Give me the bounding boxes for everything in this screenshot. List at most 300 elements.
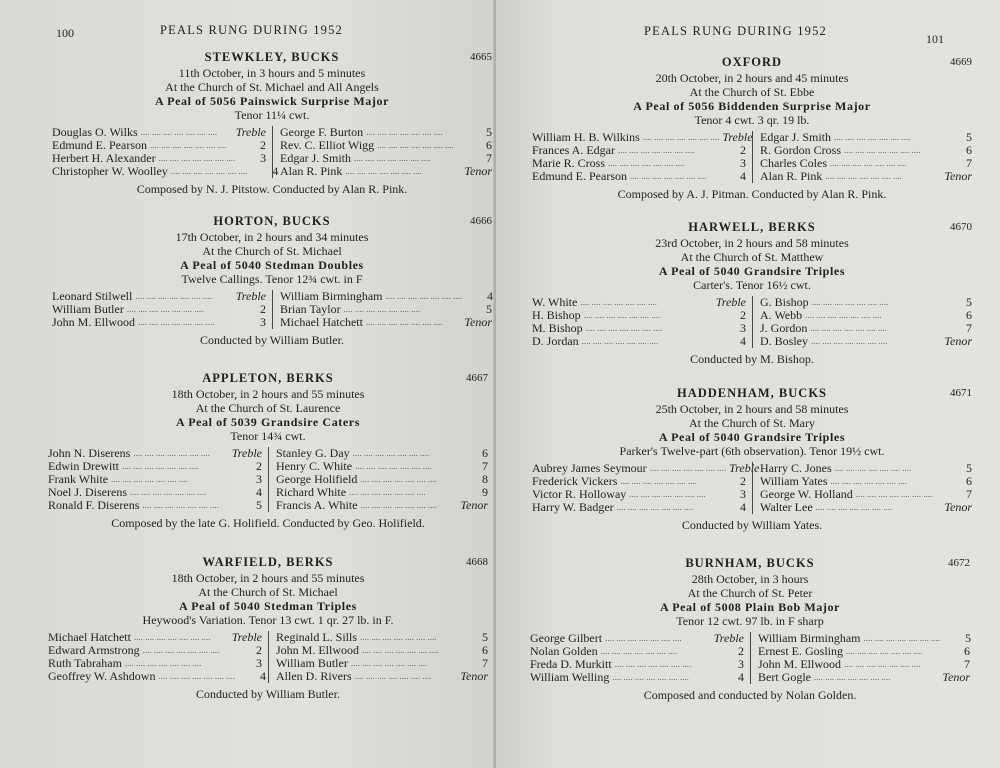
ringer-name: Frank White: [48, 472, 109, 486]
peal-header: [532, 386, 972, 402]
bell-number: 7: [966, 487, 972, 501]
ringers-column-left: [532, 131, 752, 183]
ringer-name: John M. Ellwood: [758, 657, 842, 671]
peal-tenor: Tenor 4 cwt. 3 qr. 19 lb.: [694, 113, 810, 127]
peal-footer: Conducted by William Butler.: [200, 333, 344, 347]
dot-leader: .... .... .... .... .... .... ....: [135, 291, 212, 301]
peal-entry: [532, 220, 972, 366]
bell-number: 5: [486, 125, 492, 139]
dot-leader: .... .... .... .... .... .... ....: [608, 158, 685, 168]
ringer-row: [280, 316, 492, 329]
page-number: 100: [56, 26, 74, 40]
dot-leader: .... .... .... .... .... .... ....: [360, 500, 437, 510]
ringer-row: [48, 499, 262, 512]
dot-leader: .... .... .... .... .... .... ....: [350, 658, 428, 668]
dot-leader: .... .... .... .... .... .... ....: [142, 500, 219, 510]
bell-number: 2: [256, 459, 262, 473]
dot-leader: .... .... .... .... .... .... ....: [111, 474, 188, 484]
bell-number: Treble: [231, 446, 262, 460]
right-page: [496, 0, 1000, 768]
peal-method: A Peal of 5040 Grandsire Triples: [658, 264, 846, 278]
peal-header: [532, 220, 972, 236]
left-page: [0, 0, 496, 768]
peal-church: At the Church of St. Peter: [687, 586, 813, 600]
ringer-name: Francis A. White: [276, 498, 358, 512]
bell-number: 3: [256, 472, 262, 486]
dot-leader: .... .... .... .... .... .... ....: [349, 487, 426, 497]
bell-number: Tenor: [460, 669, 488, 683]
ringer-row: [276, 670, 488, 683]
dot-leader: .... .... .... .... .... .... ....: [811, 297, 889, 307]
ringer-name: Leonard Stilwell: [52, 289, 133, 303]
ringers-table: [48, 631, 488, 683]
peal-number: 4665: [470, 51, 492, 63]
bell-number: Treble: [235, 289, 266, 303]
peal-footer: Conducted by M. Bishop.: [690, 352, 814, 366]
peal-place: HARWELL, BERKS: [688, 220, 816, 234]
dot-leader: .... .... .... .... .... .... ....: [140, 127, 218, 137]
dot-leader: .... .... .... .... .... .... ....: [620, 476, 697, 486]
dot-leader: .... .... .... .... .... .... ....: [834, 463, 912, 473]
peal-tenor: Carter's. Tenor 16½ cwt.: [693, 278, 811, 292]
ringers-column-left: [52, 290, 272, 329]
ringer-name: John N. Diserens: [48, 446, 131, 460]
bell-number: Tenor: [464, 164, 492, 178]
ringers-table: [52, 290, 492, 329]
ringer-name: George F. Burton: [280, 125, 364, 139]
peal-place: STEWKLEY, BUCKS: [204, 50, 340, 64]
dot-leader: .... .... .... .... .... .... ....: [150, 140, 227, 150]
dot-leader: .... .... .... .... .... .... ....: [844, 659, 921, 669]
peal-date: 11th October, in 3 hours and 5 minutes: [178, 66, 366, 80]
peal-tenor: Heywood's Variation. Tenor 13 cwt. 1 qr. 27 lb. in F.: [142, 613, 394, 627]
ringer-name: G. Bishop: [760, 295, 809, 309]
dot-leader: .... .... .... .... .... .... ....: [863, 633, 941, 643]
bell-number: 2: [260, 138, 266, 152]
dot-leader: .... .... .... .... .... .... ....: [825, 171, 902, 181]
ringer-name: Walter Lee: [760, 500, 813, 514]
page-number: 101: [926, 32, 944, 46]
ringer-name: George W. Holland: [760, 487, 853, 501]
bell-number: 4: [487, 289, 494, 303]
peal-header: [532, 55, 972, 71]
peal-church: At the Church of St. Laurence: [195, 401, 341, 415]
ringer-name: Brian Taylor: [280, 302, 341, 316]
ringers-table: [52, 126, 492, 178]
bell-number: 6: [486, 138, 492, 152]
peal-church: At the Church of St. Michael and All Angels: [165, 80, 379, 94]
dot-leader: .... .... .... .... .... .... ....: [365, 317, 443, 327]
peal-entry: [52, 214, 492, 347]
dot-leader: .... .... .... .... .... .... ....: [170, 166, 248, 176]
peal-method: A Peal of 5040 Grandsire Triples: [658, 430, 846, 444]
ringer-name: Harry W. Badger: [532, 500, 614, 514]
peal-number: 4670: [950, 221, 972, 233]
bell-number: 5: [966, 461, 972, 475]
bell-number: Tenor: [944, 169, 972, 183]
peal-tenor: Tenor 14¾ cwt.: [230, 429, 306, 443]
dot-leader: .... .... .... .... .... .... ....: [834, 132, 911, 142]
ringer-name: Michael Hatchett: [48, 630, 131, 644]
ringer-row: [532, 170, 746, 183]
peal-church: At the Church of St. Michael: [202, 244, 342, 258]
peal-footer: Conducted by William Butler.: [196, 687, 340, 701]
bell-number: 4: [740, 169, 746, 183]
bell-number: 4: [259, 669, 266, 683]
dot-leader: .... .... .... .... .... .... ....: [354, 153, 431, 163]
bell-number: 4: [740, 500, 746, 514]
peal-date: 18th October, in 2 hours and 55 minutes: [171, 387, 365, 401]
ringers-column-right: [752, 131, 972, 183]
ringers-column-right: [752, 296, 972, 348]
ringer-name: Victor R. Holloway: [532, 487, 627, 501]
peal-number: 4668: [466, 556, 488, 568]
peal-date: 25th October, in 2 hours and 58 minutes: [655, 402, 849, 416]
ringers-table: [532, 131, 972, 183]
bell-number: 4: [256, 485, 262, 499]
bell-number: 3: [260, 315, 266, 329]
dot-leader: .... .... .... .... .... .... ....: [855, 489, 933, 499]
ringer-name: Frances A. Edgar: [532, 143, 615, 157]
dot-leader: .... .... .... .... .... .... ....: [354, 671, 432, 681]
bell-number: 6: [964, 644, 970, 658]
bell-number: Treble: [722, 130, 753, 144]
dot-leader: .... .... .... .... .... .... ....: [585, 323, 663, 333]
ringer-row: [760, 501, 972, 514]
bell-number: 4: [740, 334, 746, 348]
dot-leader: .... .... .... .... .... .... ....: [844, 145, 921, 155]
ringer-name: A. Webb: [760, 308, 803, 322]
ringer-name: Douglas O. Wilks: [52, 125, 138, 139]
bell-number: 2: [740, 143, 746, 157]
bell-number: Treble: [715, 295, 746, 309]
ringers-column-right: [268, 631, 488, 683]
ringer-name: William Butler: [276, 656, 348, 670]
peal-footer: Conducted by William Yates.: [681, 518, 823, 532]
bell-number: 7: [966, 156, 972, 170]
ringer-row: [530, 671, 744, 684]
peal-number: 4669: [950, 56, 972, 68]
ringer-name: Freda D. Murkitt: [530, 657, 612, 671]
ringer-row: [532, 335, 746, 348]
bell-number: 3: [740, 487, 746, 501]
ringer-name: Nolan Golden: [530, 644, 598, 658]
dot-leader: .... .... .... .... .... .... ....: [616, 502, 694, 512]
peal-entry: [530, 556, 970, 702]
peal-header: [52, 214, 492, 230]
ringers-column-left: [532, 461, 760, 514]
ringer-name: Alan R. Pink: [280, 164, 343, 178]
bell-number: Treble: [235, 125, 266, 139]
peal-footer: Composed by the late G. Holifield. Conducted by Geo. Holifield.: [111, 516, 425, 530]
ringers-column-left: [48, 447, 268, 512]
peal-footer: Composed by N. J. Pitstow. Conducted by Alan R. Pink.: [136, 182, 408, 196]
ringers-column-right: [750, 632, 970, 684]
peal-place: BURNHAM, BUCKS: [685, 556, 815, 570]
dot-leader: .... .... .... .... .... .... ....: [158, 671, 235, 681]
dot-leader: .... .... .... .... .... .... ....: [360, 632, 437, 642]
ringers-column-left: [52, 125, 279, 178]
ringer-name: William Birmingham: [758, 631, 861, 645]
dot-leader: .... .... .... .... .... .... ....: [814, 672, 891, 682]
peal-footer: Composed and conducted by Nolan Golden.: [643, 688, 857, 702]
peal-number: 4666: [470, 215, 492, 227]
bell-number: 5: [966, 130, 972, 144]
dot-leader: .... .... .... .... .... .... ....: [583, 310, 661, 320]
dot-leader: .... .... .... .... .... .... ....: [830, 158, 907, 168]
peal-entry: [48, 371, 488, 530]
peal-footer: Composed by A. J. Pitman. Conducted by Alan R. Pink.: [617, 187, 887, 201]
ringers-column-right: [272, 126, 492, 178]
bell-number: 4: [272, 164, 279, 178]
peal-method: A Peal of 5039 Grandsire Caters: [175, 415, 361, 429]
bell-number: Tenor: [942, 670, 970, 684]
dot-leader: .... .... .... .... .... .... ....: [129, 487, 207, 497]
dot-leader: .... .... .... .... .... .... ....: [605, 633, 682, 643]
ringer-name: William Yates: [760, 474, 828, 488]
bell-number: 6: [482, 446, 488, 460]
dot-leader: .... .... .... .... .... .... ....: [360, 474, 437, 484]
dot-leader: .... .... .... .... .... .... ....: [815, 502, 893, 512]
dot-leader: .... .... .... .... .... .... ....: [352, 448, 430, 458]
peal-place: WARFIELD, BERKS: [202, 555, 334, 569]
ringer-name: Marie R. Cross: [532, 156, 605, 170]
ringer-name: Edmund E. Pearson: [52, 138, 147, 152]
peal-method: A Peal of 5008 Plain Bob Major: [660, 600, 840, 614]
peal-header: [48, 371, 488, 387]
peal-header: [48, 555, 488, 571]
bell-number: Tenor: [464, 315, 492, 329]
dot-leader: .... .... .... .... .... .... ....: [377, 140, 454, 150]
peal-entry: [52, 50, 492, 196]
ringer-name: Rev. C. Elliot Wigg: [280, 138, 375, 152]
dot-leader: .... .... .... .... .... .... ....: [811, 336, 888, 346]
dot-leader: .... .... .... .... .... .... ....: [580, 297, 657, 307]
ringer-row: [52, 316, 266, 329]
ringer-row: [52, 164, 279, 178]
ringer-name: Edwin Drewitt: [48, 459, 119, 473]
ringer-row: [758, 671, 970, 684]
peal-method: A Peal of 5040 Stedman Triples: [179, 599, 357, 613]
running-head: PEALS RUNG DURING 1952: [644, 24, 828, 38]
ringer-name: Harry C. Jones: [760, 461, 832, 475]
ringer-name: William Birmingham: [280, 289, 383, 303]
bell-number: 6: [966, 474, 972, 488]
bell-number: Treble: [713, 631, 744, 645]
dot-leader: .... .... .... .... .... .... ....: [581, 336, 659, 346]
bell-number: 5: [482, 630, 488, 644]
ringer-name: Ruth Tabraham: [48, 656, 122, 670]
ringer-name: John M. Ellwood: [52, 315, 136, 329]
peal-date: 17th October, in 2 hours and 34 minutes: [175, 230, 369, 244]
bell-number: 4: [738, 670, 744, 684]
peal-church: At the Church of St. Mary: [689, 416, 815, 430]
peal-tenor: Parker's Twelve-part (6th observation). Tenor 19½ cwt.: [619, 444, 885, 458]
ringer-name: William Welling: [530, 670, 610, 684]
dot-leader: .... .... .... .... .... .... ....: [138, 317, 215, 327]
dot-leader: .... .... .... .... .... .... ....: [126, 304, 204, 314]
bell-number: 3: [738, 657, 744, 671]
ringer-name: Geoffrey W. Ashdown: [48, 669, 156, 683]
ringer-name: Edgar J. Smith: [760, 130, 831, 144]
bell-number: 5: [486, 302, 492, 316]
peal-header: [52, 50, 492, 66]
peal-tenor: Twelve Callings. Tenor 12¾ cwt. in F: [181, 272, 363, 286]
dot-leader: .... .... .... .... .... .... ....: [612, 672, 689, 682]
ringer-name: Edmund E. Pearson: [532, 169, 627, 183]
ringer-name: Bert Gogle: [758, 670, 811, 684]
dot-leader: .... .... .... .... .... .... ....: [142, 645, 220, 655]
ringer-name: Reginald L. Sills: [276, 630, 357, 644]
dot-leader: .... .... .... .... .... .... ....: [355, 461, 432, 471]
peal-tenor: Tenor 11¼ cwt.: [234, 108, 310, 122]
bell-number: Tenor: [944, 500, 972, 514]
ringer-name: H. Bishop: [532, 308, 581, 322]
peal-number: 4671: [950, 387, 972, 399]
bell-number: 6: [966, 143, 972, 157]
peal-entry: [532, 386, 972, 532]
bell-number: Treble: [231, 630, 262, 644]
ringers-column-right: [272, 290, 492, 329]
ringer-row: [760, 335, 972, 348]
bell-number: 9: [482, 485, 488, 499]
bell-number: 5: [966, 295, 972, 309]
peal-entry: [532, 55, 972, 201]
dot-leader: .... .... .... .... .... .... ....: [345, 166, 422, 176]
bell-number: 2: [740, 474, 746, 488]
bell-number: 3: [260, 151, 267, 165]
ringer-name: Stanley G. Day: [276, 446, 350, 460]
dot-leader: .... .... .... .... .... .... ....: [122, 461, 199, 471]
running-head: PEALS RUNG DURING 1952: [160, 23, 344, 37]
ringer-name: Christopher W. Woolley: [52, 164, 168, 178]
ringer-name: R. Gordon Cross: [760, 143, 842, 157]
bell-number: 2: [740, 308, 746, 322]
bell-number: 2: [260, 302, 266, 316]
ringers-column-left: [530, 632, 750, 684]
ringer-name: Allen D. Rivers: [276, 669, 352, 683]
ringer-name: Michael Hatchett: [280, 315, 363, 329]
peal-entry: [48, 555, 488, 701]
peal-church: At the Church of St. Michael: [198, 585, 338, 599]
ringer-name: Frederick Vickers: [532, 474, 618, 488]
peal-method: A Peal of 5056 Biddenden Surprise Major: [633, 99, 871, 113]
ringer-name: Alan R. Pink: [760, 169, 823, 183]
ringers-column-left: [532, 296, 752, 348]
peal-place: HADDENHAM, BUCKS: [676, 386, 828, 400]
bell-number: 5: [965, 631, 972, 645]
bell-number: Treble: [729, 461, 760, 475]
ringer-name: Henry C. White: [276, 459, 353, 473]
ringer-row: [276, 499, 488, 512]
ringer-name: Edgar J. Smith: [280, 151, 351, 165]
bell-number: 3: [256, 656, 262, 670]
dot-leader: .... .... .... .... .... .... ....: [362, 645, 439, 655]
bell-number: 6: [966, 308, 972, 322]
bell-number: 7: [482, 656, 488, 670]
dot-leader: .... .... .... .... .... .... ....: [629, 489, 706, 499]
ringer-row: [532, 501, 746, 514]
ringers-table: [532, 462, 972, 514]
ringer-name: William Butler: [52, 302, 124, 316]
dot-leader: .... .... .... .... .... .... ....: [385, 291, 463, 301]
peal-method: A Peal of 5040 Stedman Doubles: [180, 258, 364, 272]
peal-number: 4672: [948, 557, 970, 569]
ringer-name: George Holifield: [276, 472, 358, 486]
ringers-column-right: [268, 447, 488, 512]
ringer-name: Edward Armstrong: [48, 643, 140, 657]
bell-number: 3: [740, 156, 746, 170]
peal-tenor: Tenor 12 cwt. 97 lb. in F sharp: [676, 614, 824, 628]
peal-date: 28th October, in 3 hours: [691, 572, 809, 586]
dot-leader: .... .... .... .... .... .... ....: [649, 463, 727, 473]
ringer-name: John M. Ellwood: [276, 643, 360, 657]
ringer-name: Charles Coles: [760, 156, 827, 170]
dot-leader: .... .... .... .... .... .... ....: [614, 659, 692, 669]
dot-leader: .... .... .... .... .... .... ....: [600, 646, 678, 656]
peal-church: At the Church of St. Matthew: [680, 250, 824, 264]
ringer-name: W. White: [532, 295, 578, 309]
ringer-row: [48, 669, 266, 683]
dot-leader: .... .... .... .... .... .... ....: [158, 153, 236, 163]
ringers-column-right: [752, 462, 972, 514]
ringer-name: J. Gordon: [760, 321, 808, 335]
ringer-name: D. Jordan: [532, 334, 579, 348]
ringer-name: William H. B. Wilkins: [532, 130, 640, 144]
ringers-table: [48, 447, 488, 512]
bell-number: 7: [966, 321, 972, 335]
peal-date: 20th October, in 2 hours and 45 minutes: [655, 71, 849, 85]
dot-leader: .... .... .... .... .... .... ....: [133, 448, 210, 458]
peal-place: OXFORD: [721, 55, 783, 69]
bell-number: 5: [256, 498, 262, 512]
bell-number: Tenor: [460, 498, 488, 512]
peal-date: 18th October, in 2 hours and 55 minutes: [171, 571, 365, 585]
ringer-name: Ernest E. Gosling: [758, 644, 843, 658]
dot-leader: .... .... .... .... .... .... ....: [366, 127, 443, 137]
bell-number: 2: [738, 644, 744, 658]
peal-number: 4667: [466, 372, 488, 384]
dot-leader: .... .... .... .... .... .... ....: [343, 304, 421, 314]
bell-number: 8: [482, 472, 488, 486]
bell-number: 7: [482, 459, 488, 473]
peal-place: APPLETON, BERKS: [202, 371, 334, 385]
dot-leader: .... .... .... .... .... .... ....: [805, 310, 882, 320]
peal-date: 23rd October, in 2 hours and 58 minutes: [655, 236, 849, 250]
dot-leader: .... .... .... .... .... .... ....: [133, 632, 211, 642]
ringer-row: [280, 165, 492, 178]
peal-header: [530, 556, 970, 572]
dot-leader: .... .... .... .... .... .... ....: [630, 171, 707, 181]
ringer-name: Herbert H. Alexander: [52, 151, 156, 165]
dot-leader: .... .... .... .... .... .... ....: [846, 646, 923, 656]
ringer-row: [760, 170, 972, 183]
ringer-name: George Gilbert: [530, 631, 603, 645]
bell-number: 3: [740, 321, 746, 335]
ringers-table: [530, 632, 970, 684]
dot-leader: .... .... .... .... .... .... ....: [642, 132, 720, 142]
dot-leader: .... .... .... .... .... .... ....: [830, 476, 908, 486]
bell-number: 7: [964, 657, 970, 671]
dot-leader: .... .... .... .... .... .... ....: [124, 658, 202, 668]
peal-church: At the Church of St. Ebbe: [689, 85, 815, 99]
bell-number: 2: [256, 643, 262, 657]
ringer-name: D. Bosley: [760, 334, 808, 348]
ringers-table: [532, 296, 972, 348]
dot-leader: .... .... .... .... .... .... ....: [810, 323, 887, 333]
ringer-name: Aubrey James Seymour: [532, 461, 647, 475]
bell-number: 6: [482, 643, 488, 657]
